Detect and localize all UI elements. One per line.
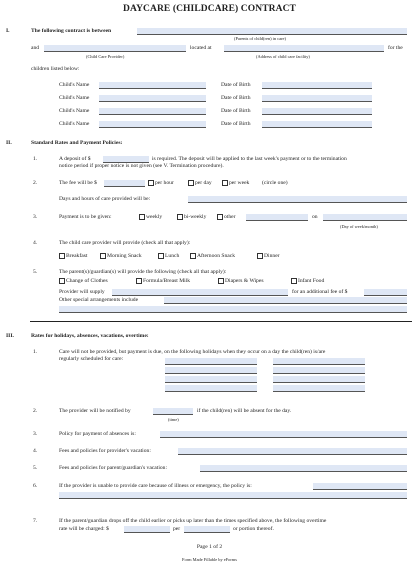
address-caption: (Address of child care facility) (256, 54, 310, 59)
holiday-field-5[interactable] (165, 376, 257, 383)
item-2-3-number: 3. (33, 214, 38, 220)
per-hour-checkbox[interactable] (148, 180, 154, 186)
child-name-field-2[interactable] (99, 95, 206, 102)
weekly-checkbox[interactable] (139, 214, 145, 220)
notify-text: if the child(ren) will be absent for the day. (197, 408, 292, 414)
item-3-2-number: 2. (33, 408, 38, 414)
parents-field[interactable] (137, 28, 407, 35)
absences-field[interactable] (160, 431, 407, 438)
child-name-field-4[interactable] (99, 121, 206, 128)
on-label: on (312, 214, 318, 220)
biweekly-checkbox[interactable] (177, 214, 183, 220)
change-clothes-label: Change of Clothes (66, 278, 108, 284)
notify-label: The provider will be notified by (59, 408, 131, 414)
afternoon-snack-label: Afternoon Snack (197, 253, 236, 259)
holidays-text-2: regularly scheduled for care: (59, 356, 124, 362)
section-2-number: II. (6, 140, 12, 146)
lunch-checkbox[interactable] (158, 253, 164, 259)
page-title: DAYCARE (CHILDCARE) CONTRACT (123, 4, 296, 14)
child-name-label-4: Child's Name (59, 121, 90, 127)
dob-field-2[interactable] (262, 95, 372, 102)
other-arrangements-field[interactable] (164, 297, 407, 304)
provider-field[interactable] (44, 45, 186, 52)
deposit-field[interactable] (103, 156, 149, 163)
item-2-2-number: 2. (33, 180, 38, 186)
parent-vacation-label: Fees and policies for parent/guardian's vacation: (59, 465, 168, 471)
payment-given-label: Payment is to be given: (59, 214, 112, 220)
overtime-unit-field[interactable] (184, 526, 230, 533)
absences-label: Policy for payment of absences is: (59, 431, 136, 437)
other-checkbox[interactable] (217, 214, 223, 220)
child-name-label-1: Child's Name (59, 82, 90, 88)
notify-time-field[interactable] (153, 408, 193, 415)
overtime-rate-field[interactable] (124, 526, 170, 533)
item-3-4-number: 4. (33, 448, 38, 454)
formula-checkbox[interactable] (136, 278, 142, 284)
item-3-1-number: 1. (33, 349, 38, 355)
holiday-field-1[interactable] (165, 358, 257, 365)
section-2-heading: Standard Rates and Payment Policies: (31, 140, 123, 146)
breakfast-checkbox[interactable] (59, 253, 65, 259)
per-week-label: per week (229, 180, 250, 186)
or-portion-label: or portion thereof. (233, 526, 274, 532)
item-3-3-number: 3. (33, 431, 38, 437)
dob-label-1: Date of Birth (221, 82, 251, 88)
overtime-rate-label: rate will be charged: $ (59, 526, 109, 532)
holidays-text: Care will not be provided, but payment is due, on the following holidays when they occur on a day the child(ren) is/are (59, 349, 326, 355)
additional-fee-field[interactable] (364, 289, 407, 296)
dinner-checkbox[interactable] (257, 253, 263, 259)
day-caption: (Day of week/month) (340, 224, 378, 229)
other-arrangements-field-2[interactable] (59, 306, 407, 313)
holiday-field-6[interactable] (273, 376, 365, 383)
provider-caption: (Child Care Provider) (86, 54, 125, 59)
for-the-label: for the (388, 45, 403, 51)
formula-label: Formula/Breast Milk (143, 278, 191, 284)
child-name-field-1[interactable] (99, 82, 206, 89)
children-listed-label: children listed below: (31, 66, 80, 72)
facility-address-field[interactable] (224, 45, 384, 52)
dob-label-2: Date of Birth (221, 95, 251, 101)
page-number: Page 1 of 2 (196, 544, 223, 550)
per-label: per (173, 526, 181, 532)
eforms-credit: Form Made Fillable by eForms (182, 557, 237, 562)
item-2-5-number: 5. (33, 269, 38, 275)
diapers-checkbox[interactable] (218, 278, 224, 284)
diapers-label: Diapers & Wipes (225, 278, 264, 284)
additional-fee-label: for an additional fee of $ (292, 289, 348, 295)
time-caption: (time) (168, 417, 179, 422)
holiday-field-4[interactable] (273, 367, 365, 374)
parent-vacation-field[interactable] (200, 465, 407, 472)
section-1-number: I. (6, 28, 10, 34)
breakfast-label: Breakfast (66, 253, 88, 259)
per-day-label: per day (195, 180, 212, 186)
dinner-label: Dinner (264, 253, 280, 259)
dob-field-4[interactable] (262, 121, 372, 128)
circle-one-label: (circle one) (262, 180, 288, 186)
days-hours-field[interactable] (188, 196, 407, 203)
per-day-checkbox[interactable] (188, 180, 194, 186)
biweekly-label: bi-weekly (184, 214, 207, 220)
infant-food-label: Infant Food (298, 278, 325, 284)
infant-food-checkbox[interactable] (291, 278, 297, 284)
provider-supply-field[interactable] (112, 289, 288, 296)
morning-snack-checkbox[interactable] (100, 253, 106, 259)
child-name-field-3[interactable] (99, 108, 206, 115)
item-3-6-number: 6. (33, 483, 38, 489)
parent-provides-label: The parent(s)/guardian(s) will provide the following (check all that apply): (59, 269, 227, 275)
per-week-checkbox[interactable] (222, 180, 228, 186)
provider-supply-label: Provider will supply (59, 289, 105, 295)
located-at-label: located at (190, 45, 212, 51)
afternoon-snack-checkbox[interactable] (190, 253, 196, 259)
other-label: other (224, 214, 236, 220)
provider-vacation-label: Fees and policies for provider's vacation: (59, 448, 151, 454)
item-3-5-number: 5. (33, 465, 38, 471)
deposit-text: is required. The deposit will be applied to the last week's payment or to the termination (152, 156, 347, 162)
morning-snack-label: Morning Snack (107, 253, 142, 259)
child-name-label-3: Child's Name (59, 108, 90, 114)
section-divider (30, 321, 412, 322)
other-arrangements-label: Other special arrangements include (59, 297, 139, 303)
item-3-7-number: 7. (33, 518, 38, 524)
dob-label-3: Date of Birth (221, 108, 251, 114)
section-3-heading: Rates for holidays, absences, vacations, overtime: (31, 333, 149, 339)
per-hour-label: per hour (155, 180, 174, 186)
lunch-label: Lunch (165, 253, 180, 259)
provider-vacation-field[interactable] (178, 448, 407, 455)
illness-label: If the provider is unable to provide care because of illness or emergency, the policy is: (59, 483, 252, 489)
illness-field[interactable] (313, 483, 407, 490)
other-payment-field[interactable] (246, 214, 308, 221)
payment-day-field[interactable] (323, 214, 407, 221)
and-label: and (31, 45, 40, 51)
item-2-1-number: 1. (33, 156, 38, 162)
section-3-number: III. (6, 333, 14, 339)
holiday-field-7[interactable] (165, 385, 257, 392)
dob-field-3[interactable] (262, 108, 372, 115)
deposit-text-2: notice period if proper notice is not given (see V. Termination procedure). (59, 163, 224, 169)
weekly-label: weekly (146, 214, 163, 220)
holiday-field-3[interactable] (165, 367, 257, 374)
holiday-field-2[interactable] (273, 358, 365, 365)
holiday-field-8[interactable] (273, 385, 365, 392)
illness-field-2[interactable] (59, 492, 407, 499)
section-1-label: The following contract is between (31, 28, 112, 34)
days-hours-label: Days and hours of care provided will be: (59, 196, 151, 202)
fee-label: The fee will be $ (59, 180, 97, 186)
fee-field[interactable] (104, 180, 145, 187)
parents-caption: (Parents of child(ren) in care) (234, 36, 286, 41)
change-clothes-checkbox[interactable] (59, 278, 65, 284)
child-name-label-2: Child's Name (59, 95, 90, 101)
overtime-text: If the parent/guardian drops off the child earlier or picks up later than the times specified above, the following overtime (59, 518, 327, 524)
dob-field-1[interactable] (262, 82, 372, 89)
provider-provides-label: The child care provider will provide (check all that apply): (59, 240, 191, 246)
deposit-label: A deposit of $ (59, 156, 91, 162)
item-2-4-number: 4. (33, 240, 38, 246)
dob-label-4: Date of Birth (221, 121, 251, 127)
